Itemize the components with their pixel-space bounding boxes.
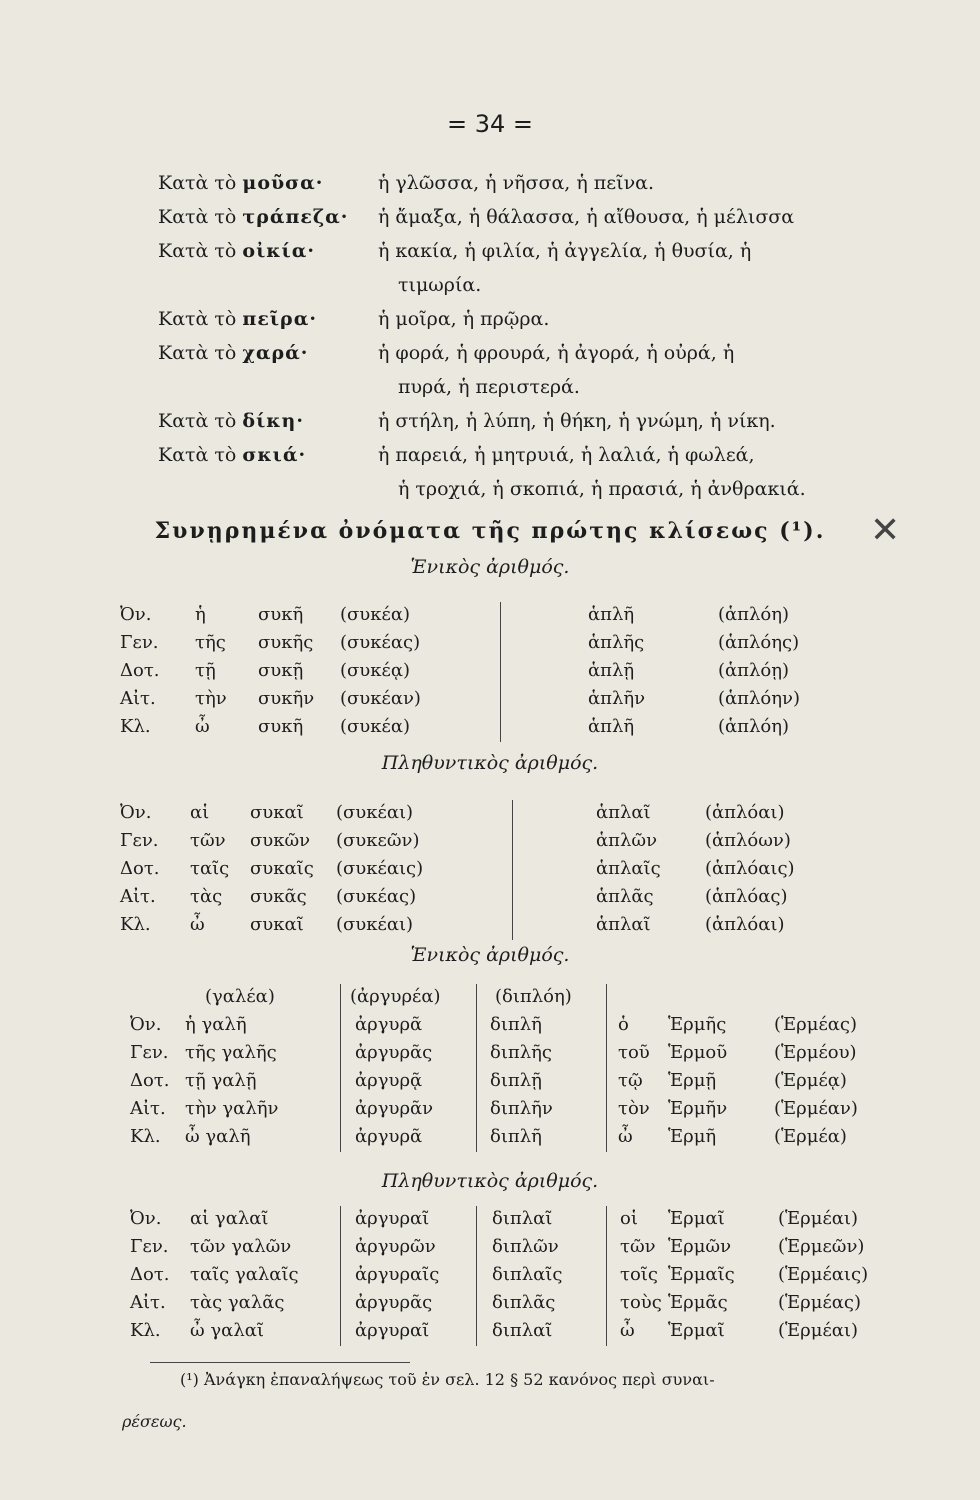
- table-cell: Κλ.: [130, 1126, 161, 1147]
- column-divider: [476, 984, 477, 1152]
- table-cell: Ἑρμαῖς: [668, 1264, 735, 1285]
- table-cell: Κλ.: [120, 914, 151, 935]
- table-row: [0, 802, 980, 828]
- table-row: [0, 1126, 980, 1152]
- entry-label: Κατὰ τὸ δίκη·: [158, 410, 304, 432]
- table-row: [0, 1292, 980, 1318]
- table-cell: (Ἑρμέα): [774, 1126, 847, 1147]
- table-cell: αἱ: [190, 802, 210, 823]
- table-cell: Ὀν.: [120, 604, 152, 625]
- table-cell: τοῖς: [620, 1264, 658, 1285]
- model-word: οἰκία·: [242, 240, 315, 262]
- table-cell: διπλαῖς: [492, 1264, 563, 1285]
- table-cell: (ἁπλόαις): [705, 858, 795, 879]
- table-cell: συκαῖ: [250, 802, 304, 823]
- table-cell: συκῆ: [258, 716, 304, 737]
- table-cell: διπλῆ: [490, 1014, 542, 1035]
- table-cell: Ἑρμῶν: [668, 1236, 732, 1257]
- table-cell: (Ἑρμεῶν): [778, 1236, 865, 1257]
- table-cell: Ἑρμοῦ: [668, 1042, 728, 1063]
- table-cell: ἀργυρᾶν: [355, 1098, 434, 1119]
- entry-line: [158, 444, 755, 466]
- table-row: [0, 1042, 980, 1068]
- section-heading: Συνῃρημένα ὀνόματα τῆς πρώτης κλίσεως (¹).: [154, 518, 826, 544]
- table-cell: ἁπλῇ: [588, 660, 635, 681]
- table-cell: διπλῇ: [490, 1070, 542, 1091]
- table-cell: (συκέαις): [336, 858, 424, 879]
- entry-line: [158, 172, 654, 194]
- column-divider: [500, 602, 501, 742]
- table-cell: ὁ: [618, 1014, 629, 1035]
- table-cell: ἀργυρᾶ: [355, 1014, 423, 1035]
- table-cell: (συκέας): [340, 632, 421, 653]
- table-cell: (Ἑρμέαν): [774, 1098, 858, 1119]
- table-cell: τῆς γαλῆς: [185, 1042, 277, 1063]
- table-cell: ἁπλῆ: [588, 716, 635, 737]
- table-cell: Γεν.: [120, 830, 159, 851]
- table-cell: Ὀν.: [120, 802, 152, 823]
- table-row: [0, 858, 980, 884]
- table-cell: (Ἑρμέαις): [778, 1264, 869, 1285]
- table-row: [0, 1320, 980, 1346]
- table-cell: Δοτ.: [130, 1264, 170, 1285]
- column-divider: [340, 1206, 341, 1346]
- table-cell: τὴν: [195, 688, 227, 709]
- table-cell: συκαῖς: [250, 858, 314, 879]
- table1-title: Ἑνικὸς ἀριθμός.: [410, 556, 570, 578]
- table-cell: τῶν: [190, 830, 226, 851]
- table-cell: (ἁπλόη): [718, 716, 790, 737]
- footnote: (¹) Ἀνάγκη ἐπαναλήψεως τοῦ ἐν σελ. 12 § 52 κανόνος περὶ συναι-: [180, 1370, 715, 1389]
- entry-text: ἡ γλῶσσα, ἡ νῆσσα, ἡ πεῖνα.: [378, 172, 654, 194]
- table-cell: Γεν.: [130, 1236, 169, 1257]
- table-cell: αἱ γαλαῖ: [190, 1208, 269, 1229]
- entry-continuation: πυρά, ἡ περιστερά.: [398, 376, 580, 398]
- table-cell: τῆς: [195, 632, 226, 653]
- entry-label: Κατὰ τὸ πεῖρα·: [158, 308, 317, 330]
- table-row: [0, 914, 980, 940]
- table-cell: διπλῆς: [490, 1042, 552, 1063]
- table-cell: ἀργυρᾶς: [355, 1042, 433, 1063]
- model-word: δίκη·: [242, 410, 304, 432]
- table3-title: Ἑνικὸς ἀριθμός.: [410, 944, 570, 966]
- table2-title: Πληθυντικὸς ἀριθμός.: [381, 752, 599, 774]
- table-cell: (ἁπλόη): [718, 604, 790, 625]
- table-cell: (Ἑρμέᾳ): [774, 1070, 847, 1091]
- table-cell: Ἑρμῆν: [668, 1098, 728, 1119]
- table-cell: συκᾶς: [250, 886, 307, 907]
- column-divider: [606, 984, 607, 1152]
- entry-line: [158, 342, 734, 364]
- table-cell: ἀργυραῖ: [355, 1208, 430, 1229]
- table-cell: (συκέας): [336, 886, 417, 907]
- table-cell: συκαῖ: [250, 914, 304, 935]
- entry-continuation: τιμωρία.: [398, 274, 482, 296]
- table-cell: ἁπλαῖ: [596, 914, 651, 935]
- table-cell: συκῆν: [258, 688, 315, 709]
- footnote-rule: [150, 1362, 410, 1363]
- table-row: [0, 1098, 980, 1124]
- table-row: [0, 1070, 980, 1096]
- table-cell: Δοτ.: [120, 858, 160, 879]
- table-row: [0, 830, 980, 856]
- table-cell: (ἁπλόαι): [705, 914, 785, 935]
- handwritten-x-mark: ✕: [870, 510, 901, 551]
- table-cell: Δοτ.: [120, 660, 160, 681]
- table-cell: ἁπλᾶς: [596, 886, 654, 907]
- table-cell: ἁπλαῖ: [596, 802, 651, 823]
- table-cell: ἀργυρᾷ: [355, 1070, 423, 1091]
- table-cell: τοῦ: [618, 1042, 650, 1063]
- table-row: [0, 660, 980, 686]
- table-cell: ἀργυραῖς: [355, 1264, 440, 1285]
- table-cell: οἱ: [620, 1208, 638, 1229]
- table-cell: Ἑρμαῖ: [668, 1208, 725, 1229]
- table-header: (γαλέα): [205, 986, 275, 1007]
- table-cell: (Ἑρμέου): [774, 1042, 857, 1063]
- table-cell: ἁπλῆ: [588, 604, 635, 625]
- table-cell: Κλ.: [120, 716, 151, 737]
- table-cell: ἁπλῆν: [588, 688, 646, 709]
- table-cell: Αἰτ.: [120, 886, 156, 907]
- entry-text: ἡ στήλη, ἡ λύπη, ἡ θήκη, ἡ γνώμη, ἡ νίκη.: [378, 410, 776, 432]
- entry-label: Κατὰ τὸ τράπεζα·: [158, 206, 349, 228]
- table-cell: Αἰτ.: [120, 688, 156, 709]
- footnote-continuation: ρέσεως.: [122, 1412, 187, 1431]
- table-cell: Κλ.: [130, 1320, 161, 1341]
- table-cell: (συκέα): [340, 716, 411, 737]
- entry-line: [158, 308, 549, 330]
- table-header: (διπλόη): [495, 986, 572, 1007]
- table-header: (ἀργυρέα): [350, 986, 441, 1007]
- table-cell: (Ἑρμέαι): [778, 1208, 859, 1229]
- entry-text: ἡ ἄμαξα, ἡ θάλασσα, ἡ αἴθουσα, ἡ μέλισσα: [378, 206, 795, 228]
- table-cell: τῷ: [618, 1070, 643, 1091]
- table-cell: τὸν: [618, 1098, 650, 1119]
- table-cell: τῇ: [195, 660, 216, 681]
- table-cell: συκῆς: [258, 632, 314, 653]
- table-cell: διπλῶν: [492, 1236, 559, 1257]
- entry-label: Κατὰ τὸ οἰκία·: [158, 240, 315, 262]
- table-row: [0, 1208, 980, 1234]
- table-row: [0, 716, 980, 742]
- table-cell: ἡ: [195, 604, 206, 625]
- table-cell: ἀργυρᾶ: [355, 1126, 423, 1147]
- table-cell: τῶν γαλῶν: [190, 1236, 292, 1257]
- table-cell: (Ἑρμέας): [778, 1292, 862, 1313]
- entry-line: [158, 410, 776, 432]
- column-divider: [340, 984, 341, 1152]
- table-cell: (ἁπλόων): [705, 830, 791, 851]
- table-cell: ἀργυρᾶς: [355, 1292, 433, 1313]
- table-row: [0, 1236, 980, 1262]
- table-cell: διπλῆν: [490, 1098, 553, 1119]
- table-cell: Ἑρμῆς: [668, 1014, 727, 1035]
- table-cell: (ἁπλόῃ): [718, 660, 790, 681]
- entry-continuation: ἡ τροχιά, ἡ σκοπιά, ἡ πρασιά, ἡ ἀνθρακιά.: [398, 478, 806, 500]
- table-cell: Ὀν.: [130, 1014, 162, 1035]
- entry-label: Κατὰ τὸ σκιά·: [158, 444, 307, 466]
- table-cell: Αἰτ.: [130, 1098, 166, 1119]
- table-cell: ἁπλῆς: [588, 632, 645, 653]
- table-cell: (ἁπλόης): [718, 632, 800, 653]
- page-number: = 34 =: [446, 110, 533, 138]
- entry-text: ἡ φορά, ἡ φρουρά, ἡ ἀγορά, ἡ οὐρά, ἡ: [378, 342, 735, 364]
- table-cell: ὦ: [195, 716, 210, 737]
- model-word: πεῖρα·: [242, 308, 317, 330]
- table-cell: ὦ: [618, 1126, 633, 1147]
- table-cell: ταῖς γαλαῖς: [190, 1264, 299, 1285]
- table-cell: (συκέα): [340, 604, 411, 625]
- table-cell: Ἑρμῆ: [668, 1126, 717, 1147]
- entry-text: ἡ κακία, ἡ φιλία, ἡ ἀγγελία, ἡ θυσία, ἡ: [378, 240, 752, 262]
- table-cell: Ἑρμᾶς: [668, 1292, 728, 1313]
- table-cell: ἀργυρῶν: [355, 1236, 436, 1257]
- table-row: [0, 604, 980, 630]
- table-cell: ἀργυραῖ: [355, 1320, 430, 1341]
- table4-title: Πληθυντικὸς ἀριθμός.: [381, 1170, 599, 1192]
- table-cell: τοὺς: [620, 1292, 662, 1313]
- entry-label: Κατὰ τὸ μοῦσα·: [158, 172, 324, 194]
- table-cell: (ἁπλόας): [705, 886, 788, 907]
- column-divider: [606, 1206, 607, 1346]
- entry-line: [158, 206, 794, 228]
- table-row: [0, 1014, 980, 1040]
- table-cell: Δοτ.: [130, 1070, 170, 1091]
- table-cell: ὦ: [190, 914, 205, 935]
- table-cell: συκῶν: [250, 830, 311, 851]
- table-cell: τῶν: [620, 1236, 656, 1257]
- table-cell: ὦ γαλῆ: [185, 1126, 251, 1147]
- table-cell: ὦ γαλαῖ: [190, 1320, 264, 1341]
- model-word: χαρά·: [242, 342, 309, 364]
- table-cell: Ὀν.: [130, 1208, 162, 1229]
- table-cell: (Ἑρμέαι): [778, 1320, 859, 1341]
- table-cell: (συκέαν): [340, 688, 421, 709]
- entry-text: ἡ παρειά, ἡ μητρυιά, ἡ λαλιά, ἡ φωλεά,: [378, 444, 755, 466]
- table-cell: Αἰτ.: [130, 1292, 166, 1313]
- column-divider: [476, 1206, 477, 1346]
- table-cell: ὦ: [620, 1320, 635, 1341]
- table-row: [0, 688, 980, 714]
- table-cell: (ἁπλόην): [718, 688, 801, 709]
- table-cell: τὰς γαλᾶς: [190, 1292, 285, 1313]
- table-cell: Γεν.: [120, 632, 159, 653]
- table-cell: (ἁπλόαι): [705, 802, 785, 823]
- table-cell: συκῇ: [258, 660, 304, 681]
- table-cell: τὰς: [190, 886, 223, 907]
- entry-text: ἡ μοῖρα, ἡ πρῷρα.: [378, 308, 550, 330]
- table-cell: διπλαῖ: [492, 1320, 553, 1341]
- table-row: [0, 886, 980, 912]
- table-cell: Γεν.: [130, 1042, 169, 1063]
- entry-line: [158, 240, 751, 262]
- table-cell: ἡ γαλῆ: [185, 1014, 247, 1035]
- model-word: τράπεζα·: [242, 206, 349, 228]
- table-cell: (συκέαι): [336, 914, 414, 935]
- table-cell: (συκέαι): [336, 802, 414, 823]
- table-header-row: [0, 986, 980, 1012]
- table-cell: τὴν γαλῆν: [185, 1098, 279, 1119]
- table-cell: διπλαῖ: [492, 1208, 553, 1229]
- table-cell: Ἑρμῇ: [668, 1070, 717, 1091]
- model-word: σκιά·: [242, 444, 307, 466]
- table-cell: ἁπλαῖς: [596, 858, 661, 879]
- table-cell: ἁπλῶν: [596, 830, 658, 851]
- table-cell: (Ἑρμέας): [774, 1014, 858, 1035]
- table-cell: συκῆ: [258, 604, 304, 625]
- entry-label: Κατὰ τὸ χαρά·: [158, 342, 309, 364]
- table-cell: τῇ γαλῇ: [185, 1070, 257, 1091]
- model-word: μοῦσα·: [242, 172, 324, 194]
- table-cell: διπλᾶς: [492, 1292, 556, 1313]
- table-cell: (συκεῶν): [336, 830, 420, 851]
- column-divider: [512, 800, 513, 940]
- table-row: [0, 632, 980, 658]
- table-row: [0, 1264, 980, 1290]
- table-cell: ταῖς: [190, 858, 230, 879]
- table-cell: διπλῆ: [490, 1126, 542, 1147]
- table-cell: Ἑρμαῖ: [668, 1320, 725, 1341]
- table-cell: (συκέᾳ): [340, 660, 411, 681]
